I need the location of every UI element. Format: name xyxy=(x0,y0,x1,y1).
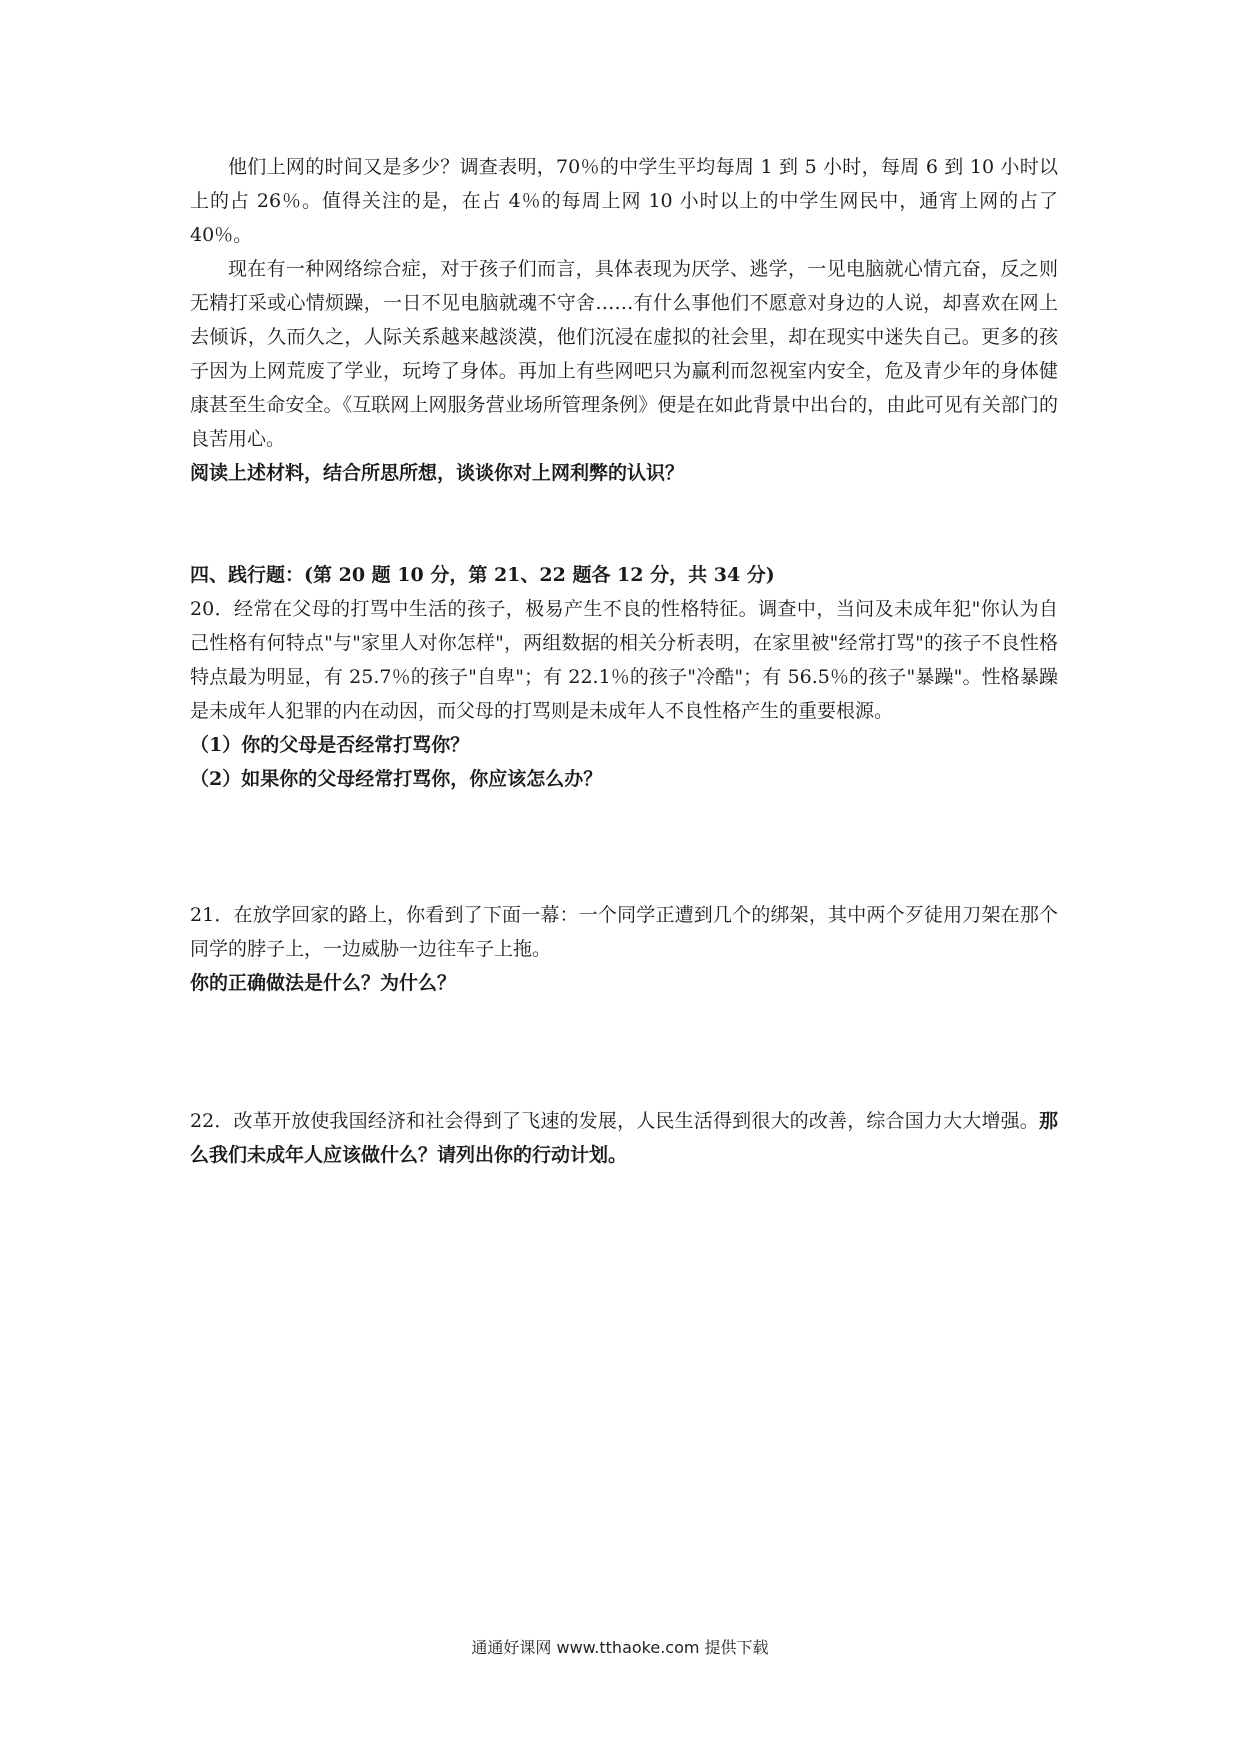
question-21-prompt: 你的正确做法是什么？为什么？ xyxy=(190,972,457,994)
section-4-heading: 四、践行题：(第 20 题 10 分，第 21、22 题各 12 分，共 34 分) xyxy=(190,564,775,586)
material-paragraph-1: 他们上网的时间又是多少？调查表明，70％的中学生平均每周 1 到 5 小时，每周 6 到 10 小时以上的占 26％。值得关注的是，在占 4％的每周上网 10 小时以上的中学生网民中，通宵上网的占了 40％。 xyxy=(190,156,1058,246)
question-20-text: 20．经常在父母的打骂中生活的孩子，极易产生不良的性格特征。调查中，当问及未成年犯"你认为自己性格有何特点"与"家里人对你怎样"，两组数据的相关分析表明，在家里被"经常打骂"的孩子不良性格特点最为明显，有 25.7％的孩子"自卑"；有 22.1％的孩子"冷酷"；有 56.5％的孩子"暴躁"。性格暴躁是未成年人犯罪的内在动因，而父母的打骂则是未成年人不良性格产生的重要根源。 xyxy=(190,598,1058,722)
question-22-prompt: 那么我们未成年人应该做什么？请列出你的行动计划。 xyxy=(190,1110,1058,1166)
question-21-text: 21．在放学回家的路上，你看到了下面一幕：一个同学正遭到几个的绑架，其中两个歹徒用刀架在那个同学的脖子上，一边威胁一边往车子上拖。 xyxy=(190,904,1058,960)
question-22-text: 22．改革开放使我国经济和社会得到了飞速的发展，人民生活得到很大的改善，综合国力大大增强。 xyxy=(190,1110,1039,1132)
material-paragraph-2: 现在有一种网络综合症，对于孩子们而言，具体表现为厌学、逃学，一见电脑就心情亢奋，反之则无精打采或心情烦躁，一日不见电脑就魂不守舍……有什么事他们不愿意对身边的人说，却喜欢在网上去倾诉，久而久之，人际关系越来越淡漠，他们沉浸在虚拟的社会里，却在现实中迷失自己。更多的孩子因为上网荒废了学业，玩垮了身体。再加上有些网吧只为赢利而忽视室内安全，危及青少年的身体健康甚至生命安全。《互联网上网服务营业场所管理条例》便是在如此背景中出台的，由此可见有关部门的良苦用心。 xyxy=(190,258,1058,450)
material-question: 阅读上述材料，结合所思所想，谈谈你对上网利弊的认识？ xyxy=(190,462,685,484)
question-22 xyxy=(190,1104,1058,1172)
question-20-sub-1: （1）你的父母是否经常打骂你？ xyxy=(190,734,470,756)
page-footer: 通通好课网 www.tthaoke.com 提供下载 xyxy=(471,1638,769,1657)
question-20-sub-2: （2）如果你的父母经常打骂你，你应该怎么办？ xyxy=(190,768,603,790)
page-content xyxy=(190,150,1058,1172)
